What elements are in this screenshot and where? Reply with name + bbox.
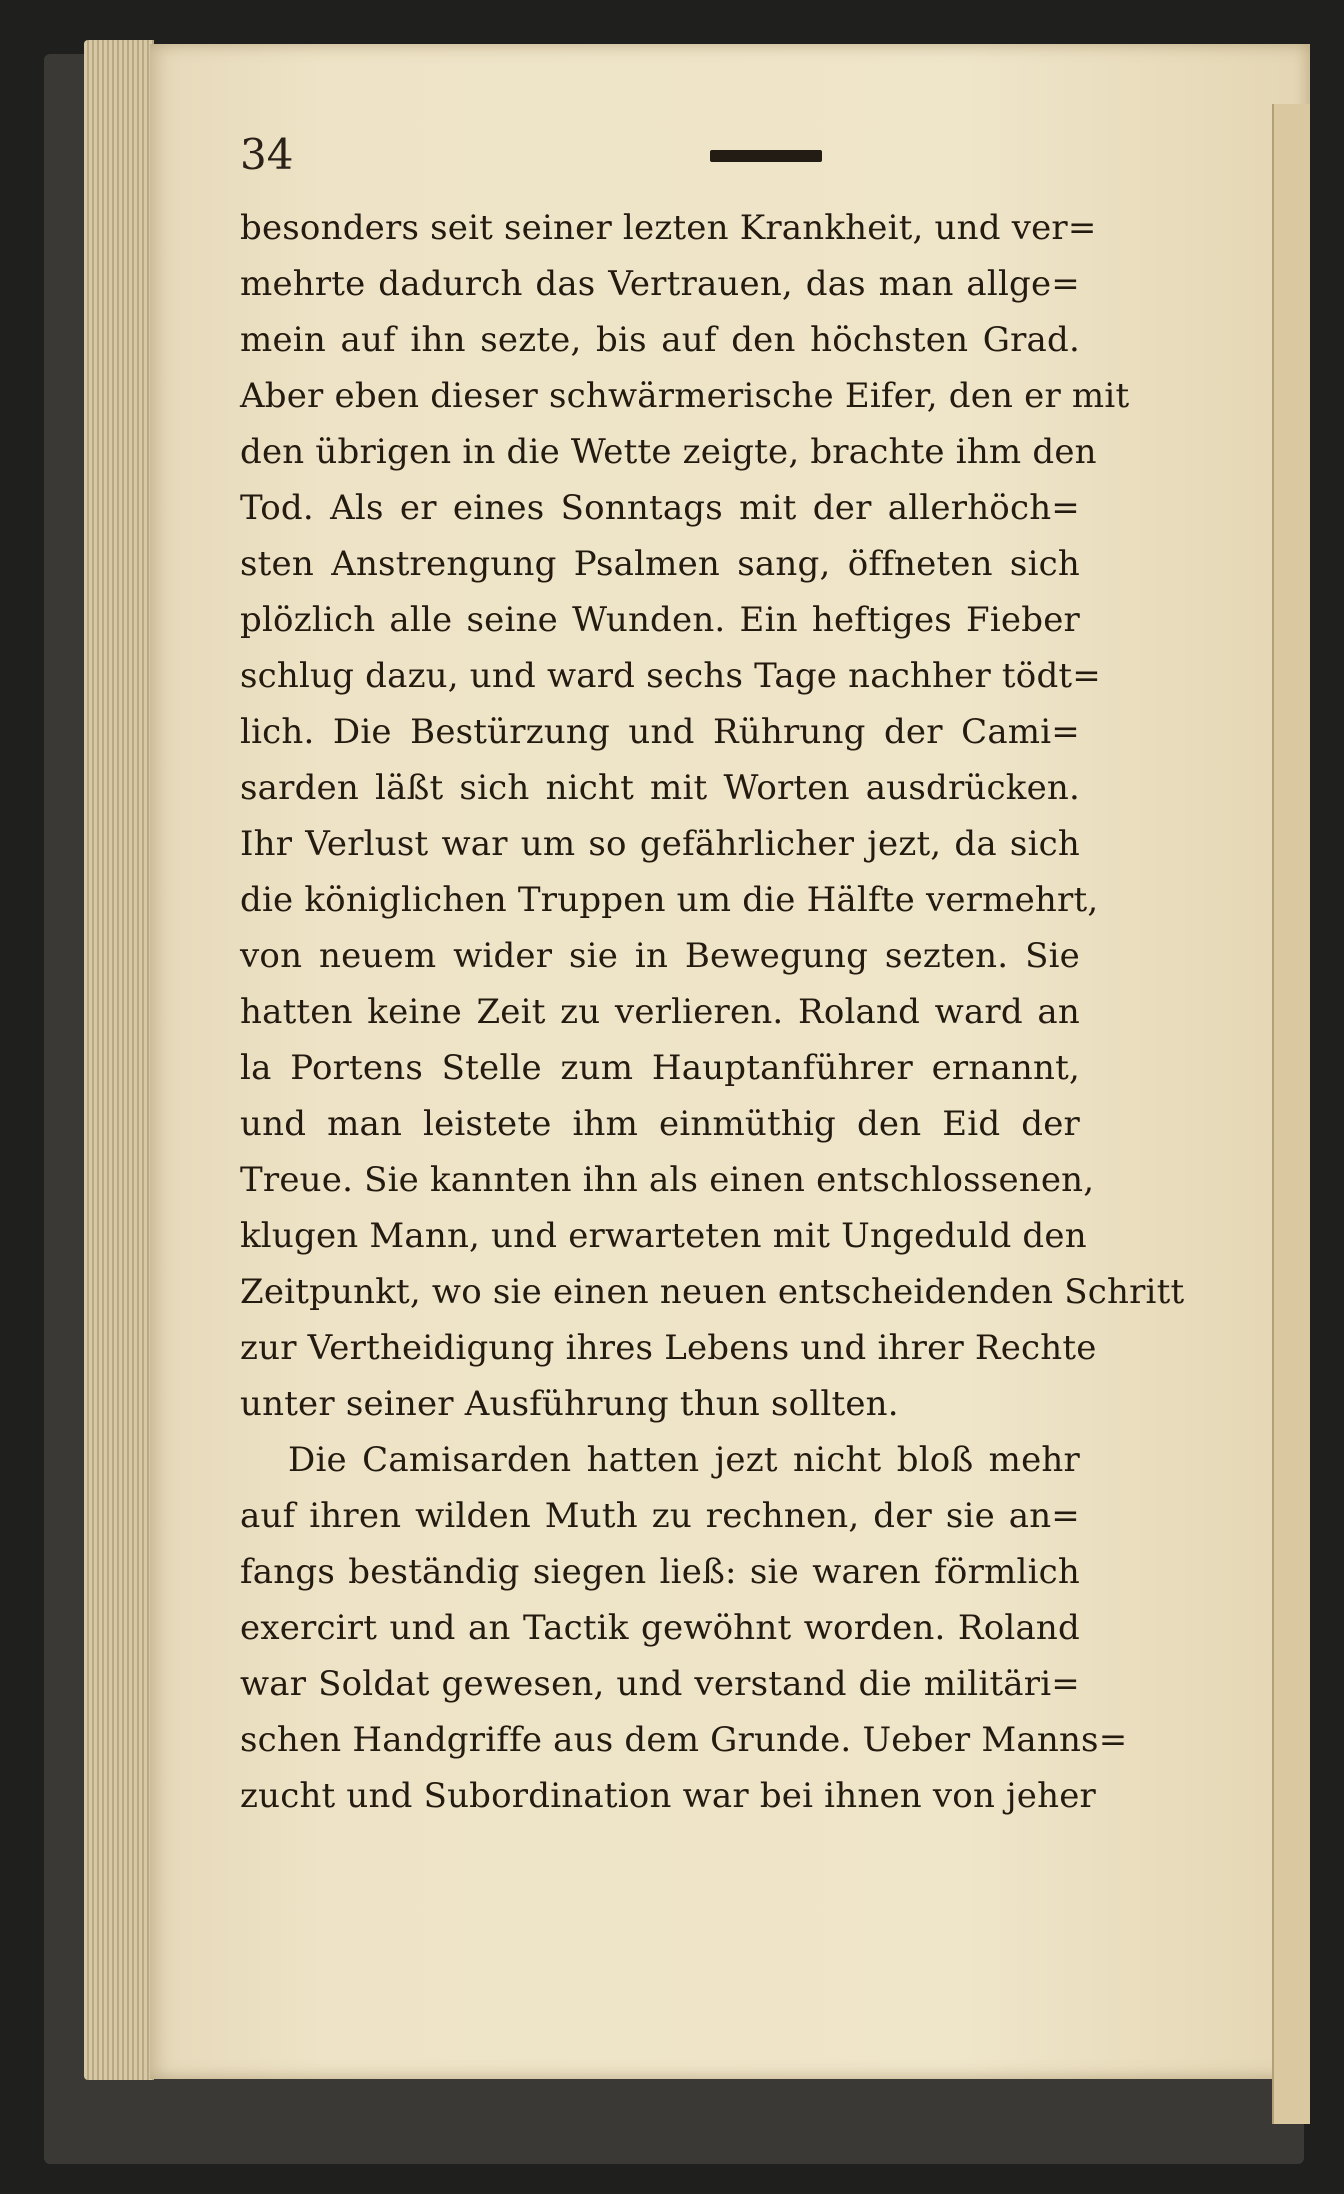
text-line: von neuem wider sie in Bewegung sezten. Sie (240, 936, 1080, 976)
text-line: zur Vertheidigung ihres Lebens und ihrer Rechte (240, 1328, 1097, 1368)
text-line: Treue. Sie kannten ihn als einen entschlossenen, (240, 1160, 1095, 1200)
text-line: Aber eben dieser schwärmerische Eifer, den er mit (240, 376, 1130, 416)
text-line: auf ihren wilden Muth zu rechnen, der sie an= (240, 1496, 1080, 1536)
text-line: Tod. Als er eines Sonntags mit der allerhöch= (240, 488, 1080, 528)
text-line: sten Anstrengung Psalmen sang, öffneten sich (240, 544, 1080, 584)
text-line: Ihr Verlust war um so gefährlicher jezt, da sich (240, 824, 1080, 864)
text-line: hatten keine Zeit zu verlieren. Roland ward an (240, 992, 1080, 1032)
text-line: und man leistete ihm einmüthig den Eid der (240, 1104, 1080, 1144)
text-line: la Portens Stelle zum Hauptanführer ernannt, (240, 1048, 1080, 1088)
text-line: klugen Mann, und erwarteten mit Ungeduld den (240, 1216, 1087, 1256)
text-line: fangs beständig siegen ließ: sie waren förmlich (240, 1552, 1080, 1592)
text-line: Zeitpunkt, wo sie einen neuen entscheidenden Schritt (240, 1272, 1185, 1312)
text-line: sarden läßt sich nicht mit Worten ausdrücken. (240, 768, 1080, 808)
body-text (240, 200, 1185, 1824)
text-line: plözlich alle seine Wunden. Ein heftiges Fieber (240, 600, 1080, 640)
text-line: schlug dazu, und ward sechs Tage nachher tödt= (240, 656, 1101, 696)
text-line: Die Camisarden hatten jezt nicht bloß mehr (288, 1440, 1080, 1480)
text-line: mein auf ihn sezte, bis auf den höchsten Grad. (240, 320, 1080, 360)
page-edges (84, 40, 154, 2080)
text-line: zucht und Subordination war bei ihnen von jeher (240, 1776, 1096, 1816)
text-line: unter seiner Ausführung thun sollten. (240, 1384, 899, 1424)
header-rule (710, 150, 822, 162)
text-line: den übrigen in die Wette zeigte, brachte ihm den (240, 432, 1097, 472)
text-line: besonders seit seiner lezten Krankheit, und ver= (240, 208, 1097, 248)
text-line: exercirt und an Tactik gewöhnt worden. Roland (240, 1608, 1080, 1648)
page-number: 34 (240, 130, 294, 179)
text-line: mehrte dadurch das Vertrauen, das man allge= (240, 264, 1080, 304)
text-line: schen Handgriffe aus dem Grunde. Ueber Manns= (240, 1720, 1128, 1760)
text-line: die königlichen Truppen um die Hälfte vermehrt, (240, 880, 1099, 920)
text-line: lich. Die Bestürzung und Rührung der Cami= (240, 712, 1080, 752)
text-line: war Soldat gewesen, und verstand die militäri= (240, 1664, 1080, 1704)
running-head (240, 130, 940, 190)
next-page-edge (1272, 104, 1310, 2124)
